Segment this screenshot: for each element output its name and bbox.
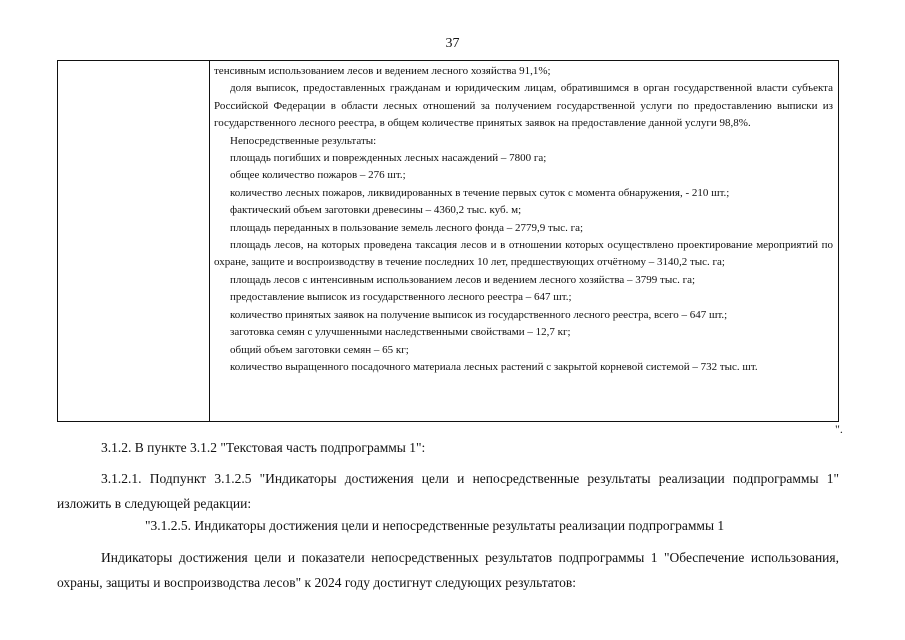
table-line: площадь лесов, на которых проведена таксация лесов и в отношении которых осуществлено проектирование мероприятий по охране, защите и воспроизводству в течение последних 10 лет, предшествующих отчётному – 3140,2 тыс. га;: [214, 239, 833, 269]
paragraph-3-1-2: 3.1.2. В пункте 3.1.2 "Текстовая часть подпрограммы 1":: [101, 440, 426, 455]
table-line: предоставление выписок из государственного лесного реестра – 647 шт.;: [230, 291, 572, 304]
table-line: площадь погибших и поврежденных лесных насаждений – 7800 га;: [230, 152, 547, 165]
table-line: тенсивным использованием лесов и ведением лесного хозяйства 91,1%;: [214, 65, 551, 77]
table-line: доля выписок, предоставленных гражданам и юридическим лицам, обратившимся в орган государственной власти субъекта Российской Федерации в области лесных отношений за получением государственной услуги по предоставлению выписки из государственного лесного реестра, в общем количестве принятых заявок на предоставление данной услуги 98,8%.: [214, 82, 833, 130]
paragraph-3-1-2-5-heading: "3.1.2.5. Индикаторы достижения цели и непосредственные результаты реализации подпрограммы 1: [145, 518, 725, 533]
document-table: [57, 60, 839, 422]
table-line: общее количество пожаров – 276 шт.;: [230, 169, 406, 182]
paragraph-indicators: Индикаторы достижения цели и показатели непосредственных результатов подпрограммы 1 "Обеспечение использования, охраны, защиты и воспроизводства лесов" к 2024 году достигнут следующих результатов:: [57, 550, 839, 590]
table-line: общий объем заготовки семян – 65 кг;: [230, 343, 409, 356]
table-line: Непосредственные результаты:: [230, 134, 377, 147]
paragraph-3-1-2-1: 3.1.2.1. Подпункт 3.1.2.5 "Индикаторы достижения цели и непосредственные результаты реализации подпрограммы 1" изложить в следующей редакции:: [57, 471, 839, 511]
page-number: 37: [445, 36, 460, 51]
table-line: фактический объем заготовки древесины – 4360,2 тыс. куб. м;: [230, 204, 522, 217]
table-line: площадь лесов с интенсивным использованием лесов и ведением лесного хозяйства – 3799 тыс. га;: [230, 273, 696, 286]
table-line: заготовка семян с улучшенными наследственными свойствами – 12,7 кг;: [230, 326, 571, 339]
table-cell-right: [210, 61, 838, 421]
table-cell-left: [58, 61, 210, 421]
table-line: площадь переданных в пользование земель лесного фонда – 2779,9 тыс. га;: [230, 221, 584, 234]
closing-quote: ".: [835, 422, 843, 436]
table-line: количество выращенного посадочного материала лесных растений с закрытой корневой системой – 732 тыс. шт.: [230, 360, 758, 373]
table-line: количество принятых заявок на получение выписок из государственного лесного реестра, всего – 647 шт.;: [230, 308, 728, 321]
table-line: количество лесных пожаров, ликвидированных в течение первых суток с момента обнаружения, - 210 шт.;: [230, 186, 730, 199]
